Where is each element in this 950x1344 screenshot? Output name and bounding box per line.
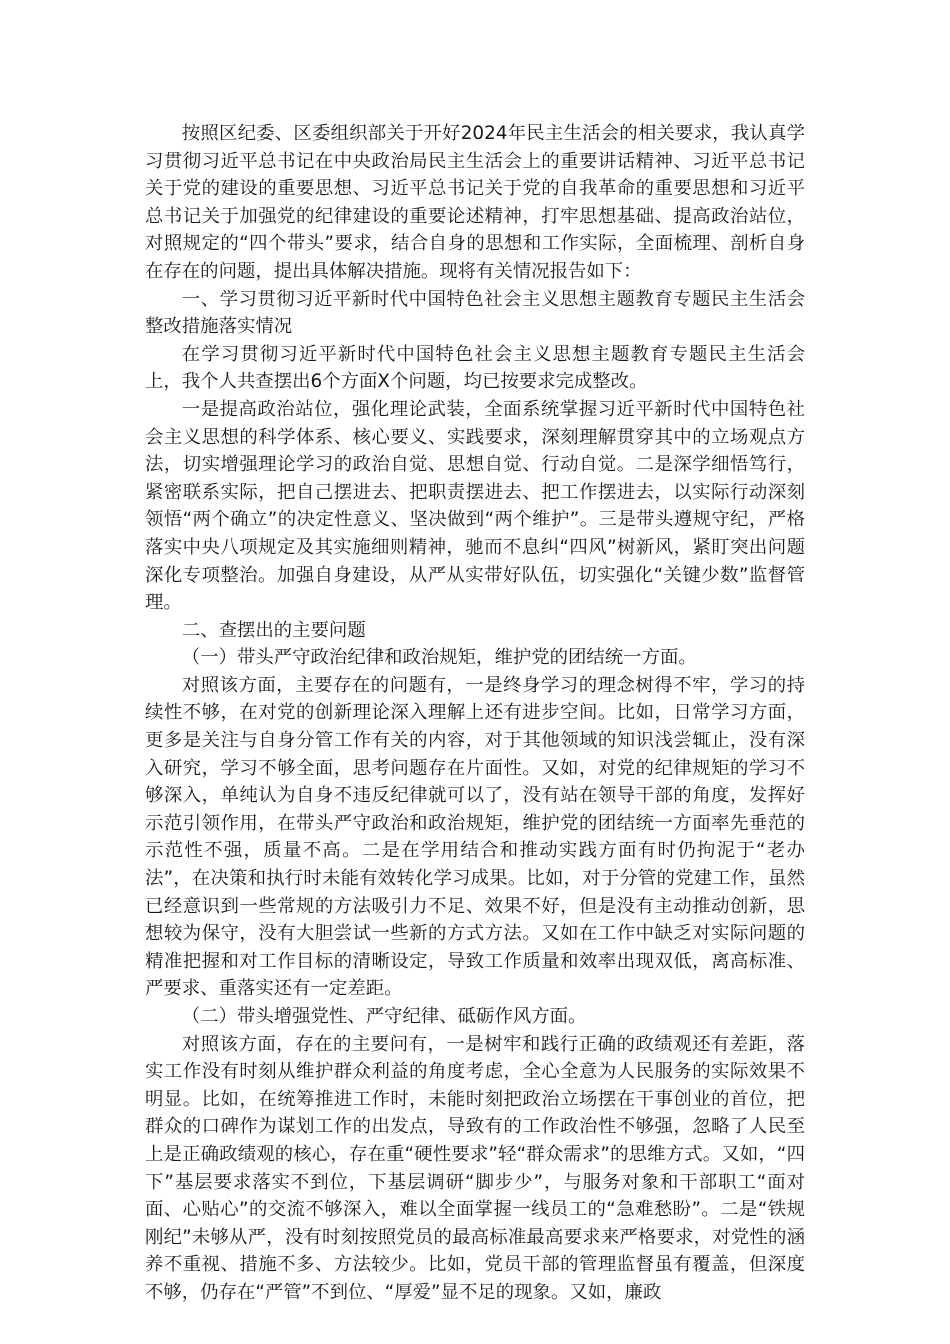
section-1-paragraph: 在学习贯彻习近平新时代中国特色社会主义思想主题教育专题民主生活会上，我个人共查摆出6个方面X个问题，均已按要求完成整改。 bbox=[145, 343, 805, 393]
subsection-2-paragraph: 对照该方面，存在的主要问有，一是树牢和践行正确的政绩观还有差距，落实工作没有时刻从维护群众利益的角度考虑，全心全意为人民服务的实际效果不明显。比如，在统筹推进工作时，未能时刻把政治立场摆在干事创业的首位，把群众的口碑作为谋划工作的出发点，导致有的工作政治性不够强，忽略了人民至上是正确政绩观的核心，存在重“硬性要求”轻“群众需求”的思维方式。又如，“四下”基层要求落实不到位，下基层调研“脚步少”，与服务对象和干部职工“面对面、心贴心”的交流不够深入，难以全面掌握一线员工的“急难愁盼”。二是“铁规刚纪”未够从严，没有时刻按照党员的最高标准最高要求来严格要求，对党性的涵养不重视、措施不多、方法较少。比如，党员干部的管理监督虽有覆盖，但深度不够，仍存在“严管”不到位、“厚爱”显不足的现象。又如，廉政 bbox=[145, 1033, 805, 1303]
intro-paragraph: 按照区纪委、区委组织部关于开好2024年民主生活会的相关要求，我认真学习贯彻习近平总书记在中央政治局民主生活会上的重要讲话精神、习近平总书记关于党的建设的重要思想、习近平总书记关于党的自我革命的重要思想和习近平总书记关于加强党的纪律建设的重要论述精神，打牢思想基础、提高政治站位，对照规定的“四个带头”要求，结合自身的思想和工作实际，全面梳理、剖析自身在存在的问题，提出具体解决措施。现将有关情况报告如下： bbox=[145, 123, 805, 282]
subsection-heading-1: （一）带头严守政治纪律和政治规矩，维护党的团结统一方面。 bbox=[181, 647, 697, 669]
section-1-measures-paragraph: 一是提高政治站位，强化理论武装，全面系统掌握习近平新时代中国特色社会主义思想的科学体系、核心要义、实践要求，深刻理解贯穿其中的立场观点方法，切实增强理论学习的政治自觉、思想自觉、行动自觉。二是深学细悟笃行，紧密联系实际，把自己摆进去、把职责摆进去、把工作摆进去，以实际行动深刻领悟“两个确立”的决定性意义、坚决做到“两个维护”。三是带头遵规守纪，严格落实中央八项规定及其实施细则精神，驰而不息纠“四风”树新风，紧盯突出问题深化专项整治。加强自身建设，从严从实带好队伍，切实强化“关键少数”监督管理。 bbox=[145, 398, 805, 614]
section-heading-1: 一、学习贯彻习近平新时代中国特色社会主义思想主题教育专题民主生活会整改措施落实情况 bbox=[145, 288, 805, 338]
document-body bbox=[145, 120, 805, 1307]
subsection-heading-2: （二）带头增强党性、严守纪律、砥砺作风方面。 bbox=[181, 1006, 587, 1027]
subsection-1-paragraph: 对照该方面，主要存在的问题有，一是终身学习的理念树得不牢，学习的持续性不够，在对党的创新理论深入理解上还有进步空间。比如，日常学习方面，更多是关注与自身分管工作有关的内容，对于其他领域的知识浅尝辄止，没有深入研究，学习不够全面，思考问题存在片面性。又如，对党的纪律规矩的学习不够深入，单纯认为自身不违反纪律就可以了，没有站在领导干部的角度，发挥好示范引领作用，在带头严守政治和政治规矩，维护党的团结统一方面率先垂范的示范性不强，质量不高。二是在学用结合和推动实践方面有时仍拘泥于“老办法”，在决策和执行时未能有效转化学习成果。比如，对于分管的党建工作，虽然已经意识到一些常规的方法吸引力不足、效果不好，但是没有主动推动创新，思想较为保守，没有大胆尝试一些新的方式方法。又如在工作中缺乏对实际问题的精准把握和对工作目标的清晰设定，导致工作质量和效率出现双低，离高标准、严要求、重落实还有一定差距。 bbox=[145, 674, 805, 1000]
section-heading-2: 二、查摆出的主要问题 bbox=[181, 619, 366, 641]
